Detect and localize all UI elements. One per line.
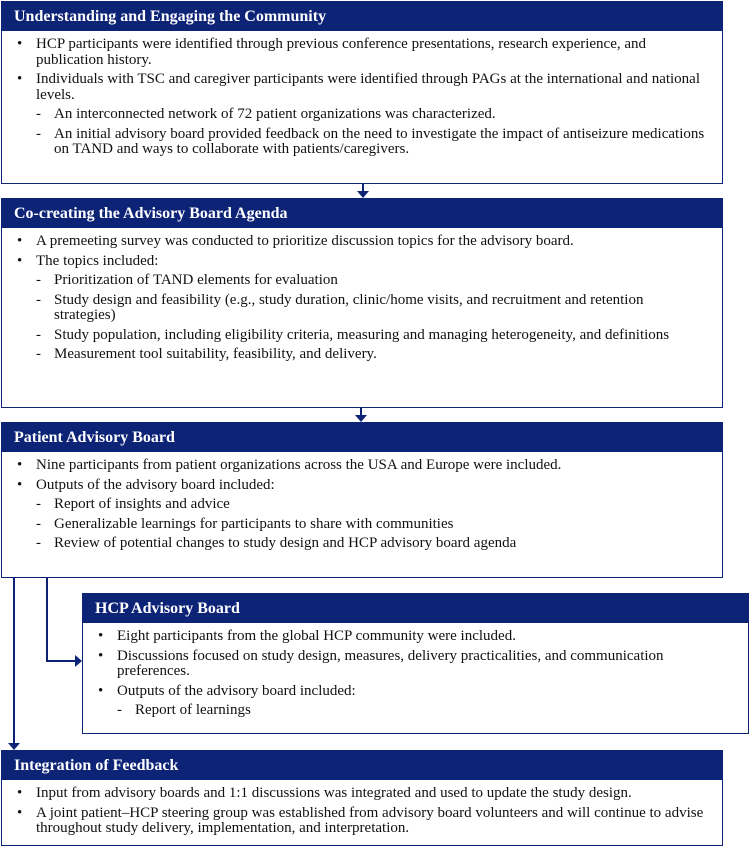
cocreating-sub-2: - Study design and feasibility (e.g., study duration, clinic/home visits, and recruitment and retention strategies) — [16, 293, 706, 324]
understanding-bullet-2: • Individuals with TSC and caregiver participants were identified through PAGs at the international and national levels. — [16, 72, 706, 103]
patient-sub-1: - Report of insights and advice — [16, 497, 706, 513]
understanding-sub-2: - An initial advisory board provided feedback on the need to investigate the impact of antiseizure medications on TAND and ways to collaborate with patients/caregivers. — [16, 127, 706, 158]
integration-title: Integration of Feedback — [2, 751, 722, 780]
understanding-sub-1: - An interconnected network of 72 patient organizations was characterized. — [16, 107, 706, 123]
cocreating-title: Co-creating the Advisory Board Agenda — [2, 199, 722, 228]
hcp-bullet-2: • Discussions focused on study design, measures, delivery practicalities, and communication preferences. — [97, 649, 732, 680]
understanding-title: Understanding and Engaging the Community — [2, 2, 722, 31]
understanding-bullet-1: • HCP participants were identified through previous conference presentations, research experience, and publication history. — [16, 37, 706, 68]
integration-bullet-1: • Input from advisory boards and 1:1 discussions was integrated and used to update the study design. — [16, 786, 706, 802]
hcp-title: HCP Advisory Board — [83, 594, 748, 623]
hcp-bullet-1: • Eight participants from the global HCP community were included. — [97, 629, 732, 645]
arrow-3-to-hcp — [47, 578, 76, 661]
hcp-sub-1: - Report of learnings — [97, 703, 732, 719]
cocreating-sub-3: - Study population, including eligibility criteria, measuring and managing heterogeneity, and definitions — [16, 328, 706, 344]
hcp-bullet-3: • Outputs of the advisory board included: — [97, 684, 732, 700]
cocreating-bullet-2: • The topics included: — [16, 254, 706, 270]
cocreating-bullet-1: • A premeeting survey was conducted to prioritize discussion topics for the advisory board. — [16, 234, 706, 250]
cocreating-sub-1: - Prioritization of TAND elements for evaluation — [16, 273, 706, 289]
patient-bullet-1: • Nine participants from patient organizations across the USA and Europe were included. — [16, 458, 706, 474]
arrowhead-3 — [75, 655, 82, 667]
cocreating-sub-4: - Measurement tool suitability, feasibility, and delivery. — [16, 347, 706, 363]
patient-sub-3: - Review of potential changes to study design and HCP advisory board agenda — [16, 536, 706, 552]
arrowhead-1 — [357, 191, 369, 198]
integration-bullet-2: • A joint patient–HCP steering group was established from advisory board volunteers and will continue to advise throughout study delivery, implementation, and interpretation. — [16, 806, 706, 837]
arrowhead-4 — [8, 743, 20, 750]
patient-bullet-2: • Outputs of the advisory board included: — [16, 478, 706, 494]
patient-sub-2: - Generalizable learnings for participants to share with communities — [16, 517, 706, 533]
patient-title: Patient Advisory Board — [2, 423, 722, 452]
arrowhead-2 — [355, 415, 367, 422]
